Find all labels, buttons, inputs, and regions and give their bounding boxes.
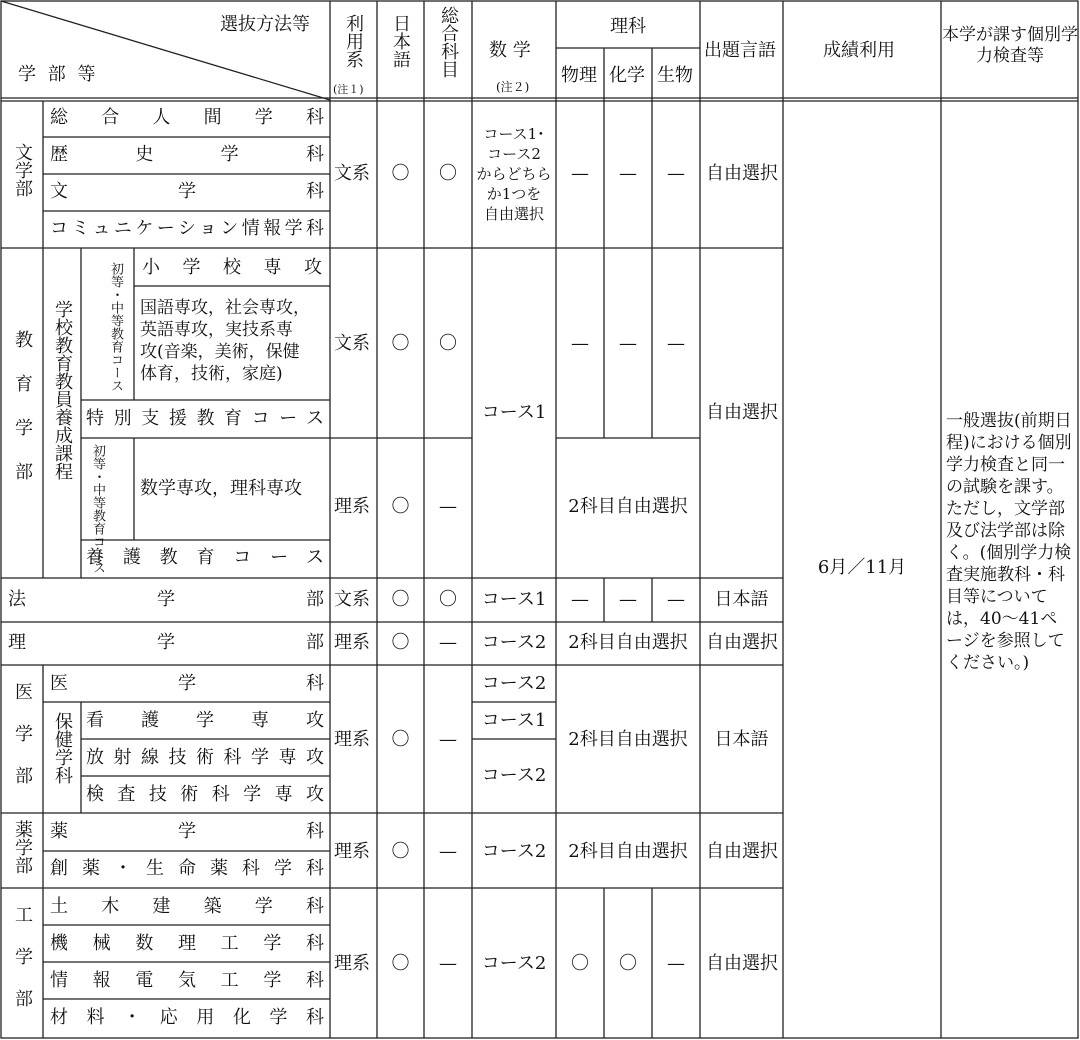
pharm-dept-1: 薬学科 xyxy=(50,821,324,842)
header-chemistry: 化学 xyxy=(609,65,645,86)
individual-note: 一般選抜(前期日程)における個別学力検査と同一の試験を課す。ただし，文学部及び法学部は除く。(個別学力検査実施教科・科目等については，40〜41ページを参照してください。) xyxy=(946,411,1072,673)
lit-math-note xyxy=(472,124,556,224)
header-biology: 生物 xyxy=(657,65,693,86)
lit-math-line-2: コース2 xyxy=(487,145,541,163)
lit-dept-3: 文学科 xyxy=(50,181,324,202)
sci-general: — xyxy=(439,632,457,653)
sci-science: 2科目自由選択 xyxy=(568,632,688,653)
edu-majors xyxy=(140,297,328,385)
edu-elementary: 小学校専攻 xyxy=(142,257,322,278)
header-japanese: 日本語 xyxy=(390,14,411,68)
eng-general: — xyxy=(439,953,457,974)
edu-physics-1: — xyxy=(571,333,589,354)
header-faculty-label: 学 部 等 xyxy=(18,64,99,85)
sci-track: 理系 xyxy=(334,632,370,653)
sci-math: コース2 xyxy=(481,632,547,653)
med-track: 理系 xyxy=(334,729,370,750)
result-value: 6月／11月 xyxy=(817,557,907,578)
med-math-1: コース2 xyxy=(481,673,547,694)
law-language: 日本語 xyxy=(714,589,769,610)
eng-track: 理系 xyxy=(334,953,370,974)
header-note1: (注１) xyxy=(333,83,364,96)
edu-science-2: 2科目自由選択 xyxy=(568,496,688,517)
med-science: 2科目自由選択 xyxy=(568,729,688,750)
sci-japanese: 〇 xyxy=(391,632,410,653)
edu-majors-line-4: 体育，技術，家庭) xyxy=(140,364,283,384)
pharm-math: コース2 xyxy=(481,841,547,862)
edu-japanese-2: 〇 xyxy=(391,496,410,517)
education-program: 学校教育教員養成課程 xyxy=(52,300,73,480)
lit-track: 文系 xyxy=(334,163,370,184)
header-physics: 物理 xyxy=(561,65,597,86)
education-faculty: 教育学部 xyxy=(12,330,33,506)
med-general: — xyxy=(439,729,457,750)
edu-math-sci: 数学専攻，理科専攻 xyxy=(140,478,302,499)
med-nursing: 看護学専攻 xyxy=(86,710,324,731)
header-language: 出題言語 xyxy=(704,40,776,61)
edu-track-bun: 文系 xyxy=(334,333,370,354)
eng-math: コース2 xyxy=(481,953,547,974)
law-japanese: 〇 xyxy=(391,589,410,610)
edu-general-1: 〇 xyxy=(439,333,457,354)
med-health: 保健学科 xyxy=(52,712,73,784)
eng-dept-4: 材料・応用化学科 xyxy=(50,1007,324,1028)
medicine-faculty: 医学部 xyxy=(12,682,33,808)
lit-chemistry: — xyxy=(619,163,637,184)
pharm-general: — xyxy=(439,841,457,862)
lit-dept-4: コミュニケーション情報学科 xyxy=(50,218,324,239)
pharm-japanese: 〇 xyxy=(391,841,410,862)
edu-track-ri: 理系 xyxy=(334,496,370,517)
header-individual: 本学が課す個別学力検査等 xyxy=(942,25,1078,66)
eng-physics: 〇 xyxy=(571,953,589,974)
edu-biology-1: — xyxy=(667,333,685,354)
edu-special: 特別支援教育コース xyxy=(86,408,324,429)
pharm-science: 2科目自由選択 xyxy=(568,841,688,862)
pharm-track: 理系 xyxy=(334,841,370,862)
med-medical: 医学科 xyxy=(50,673,324,694)
header-method-label: 選抜方法等 xyxy=(220,14,310,35)
med-lab: 検査技術科学専攻 xyxy=(86,784,324,805)
edu-primary-secondary-2a: 初等・中等教育コース xyxy=(90,444,105,574)
law-math: コース1 xyxy=(481,589,547,610)
law-track: 文系 xyxy=(334,589,370,610)
eng-dept-2: 機械数理工学科 xyxy=(50,933,324,954)
edu-majors-line-3: 攻(音楽，美術，保健 xyxy=(140,342,300,362)
law-biology: — xyxy=(667,589,685,610)
eng-biology: — xyxy=(667,953,685,974)
sci-language: 自由選択 xyxy=(706,632,778,653)
lit-physics: — xyxy=(571,163,589,184)
lit-language: 自由選択 xyxy=(706,163,778,184)
lit-math-line-4: か1つを xyxy=(486,185,542,203)
science-faculty: 理学部 xyxy=(8,632,324,653)
med-math-2: コース1 xyxy=(481,710,547,731)
lit-math-line-5: 自由選択 xyxy=(483,205,544,223)
law-faculty: 法学部 xyxy=(8,589,324,610)
eng-dept-3: 情報電気工学科 xyxy=(50,970,324,991)
law-chemistry: — xyxy=(619,589,637,610)
eng-dept-1: 土木建築学科 xyxy=(50,896,324,917)
edu-majors-line-2: 英語専攻，実技系専 xyxy=(140,320,293,340)
header-general: 総合科目 xyxy=(438,6,459,78)
header-math: 数 学 xyxy=(489,40,531,61)
engineering-faculty: 工学部 xyxy=(12,905,33,1031)
lit-dept-2: 歴史学科 xyxy=(50,144,324,165)
edu-general-2: — xyxy=(439,496,457,517)
eng-japanese: 〇 xyxy=(391,953,410,974)
eng-language: 自由選択 xyxy=(706,953,778,974)
header-science: 理科 xyxy=(610,16,646,37)
eng-chemistry: 〇 xyxy=(619,953,637,974)
edu-math: コース1 xyxy=(481,402,547,423)
edu-language: 自由選択 xyxy=(706,402,778,423)
lit-japanese: 〇 xyxy=(391,163,410,184)
literature-faculty: 文学部 xyxy=(12,143,33,197)
med-japanese: 〇 xyxy=(391,729,410,750)
edu-japanese-1: 〇 xyxy=(391,333,410,354)
edu-nursing-teacher: 養護教育コース xyxy=(86,547,324,568)
edu-primary-secondary: 初等・中等教育コース xyxy=(108,262,123,392)
pharm-language: 自由選択 xyxy=(706,841,778,862)
pharm-dept-2: 創薬・生命薬科学科 xyxy=(50,858,324,879)
med-language: 日本語 xyxy=(714,729,769,750)
edu-majors-line-1: 国語専攻，社会専攻， xyxy=(140,298,310,318)
pharmacy-faculty: 薬学部 xyxy=(12,820,33,874)
lit-general: 〇 xyxy=(439,163,457,184)
med-radiology: 放射線技術科学専攻 xyxy=(86,747,324,768)
header-note2: (注２) xyxy=(496,80,530,94)
lit-biology: — xyxy=(667,163,685,184)
law-general: 〇 xyxy=(439,589,457,610)
law-physics: — xyxy=(571,589,589,610)
lit-math-line-1: コース1･ xyxy=(483,125,545,143)
edu-chemistry-1: — xyxy=(619,333,637,354)
lit-dept-1: 総合人間学科 xyxy=(50,107,324,128)
header-track: 利用系 xyxy=(343,14,364,68)
med-math-3: コース2 xyxy=(481,765,547,786)
lit-math-line-3: からどちら xyxy=(476,165,552,183)
header-result-use: 成績利用 xyxy=(823,40,895,61)
